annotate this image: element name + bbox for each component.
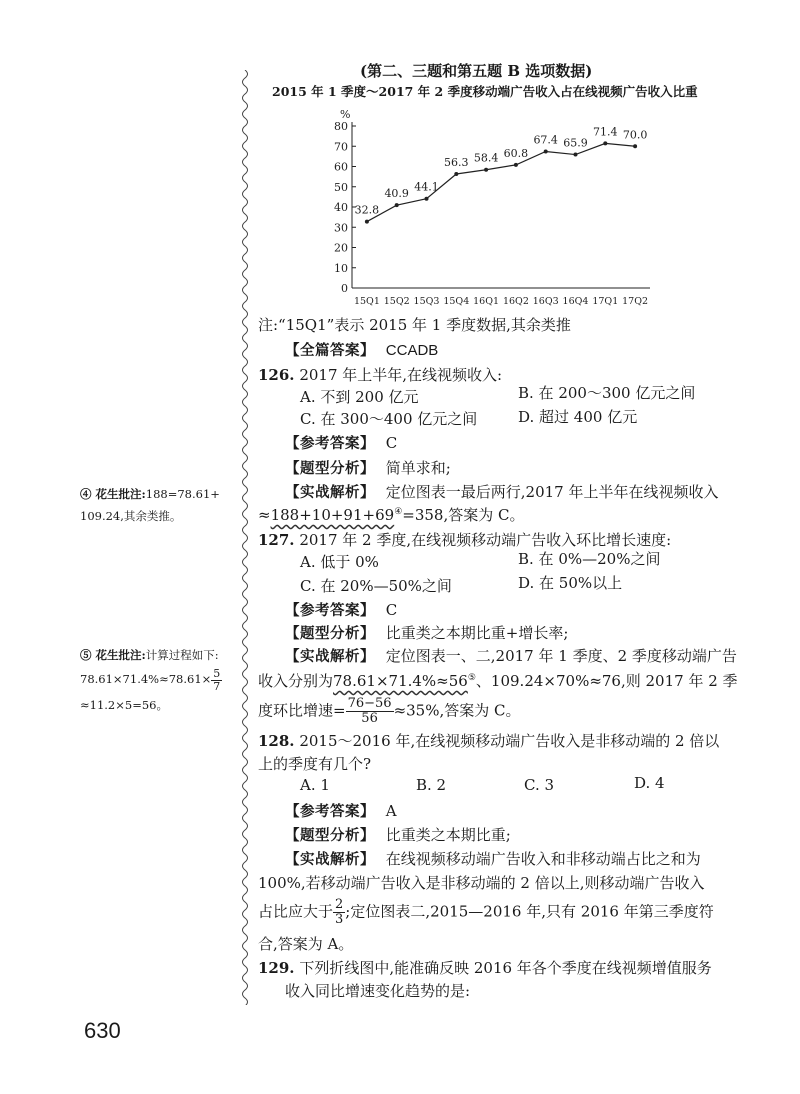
- data-label: 65.9: [563, 136, 588, 150]
- data-point: [484, 168, 488, 172]
- data-label: 67.4: [533, 133, 558, 147]
- q126-answer-value: C: [385, 434, 398, 452]
- q127-solution-line2: 收入分别为78.61×71.4%≈56⑤、109.24×70%≈76,则 2017 年 2 季: [258, 672, 738, 690]
- note5-label: ⑤ 花生批注:: [80, 648, 146, 662]
- y-tick-label: 30: [334, 221, 348, 235]
- data-label: 71.4: [593, 125, 618, 139]
- data-point: [574, 153, 578, 157]
- x-tick-label: 17Q2: [622, 296, 649, 307]
- y-unit-label: %: [340, 108, 351, 121]
- q128-stem-line2: 上的季度有几个?: [258, 755, 372, 773]
- data-label: 60.8: [503, 146, 529, 160]
- data-label: 70.0: [622, 128, 648, 142]
- note5-line3: ≈11.2×5=56。: [80, 697, 168, 712]
- q128-solution-line2: 100%,若移动端广告收入是非移动端的 2 倍以上,则移动端广告收入: [258, 874, 705, 892]
- data-point: [633, 144, 637, 148]
- margin-wavy-divider: [238, 70, 252, 1005]
- q128-type-label: 【题型分析】: [285, 827, 375, 844]
- q128-option-c: C. 3: [524, 776, 555, 794]
- data-point: [395, 203, 399, 207]
- line-chart: [326, 103, 656, 308]
- q128-solution-line1: [285, 848, 701, 869]
- chart-title: 2015 年 1 季度～2017 年 2 季度移动端广告收入占在线视频广告收入比重: [272, 84, 698, 99]
- q126-answer-label: 【参考答案】: [285, 435, 375, 452]
- q127-answer-label: 【参考答案】: [285, 602, 375, 619]
- note4-line2: 109.24,其余类推。: [80, 509, 182, 523]
- q127-stem: [258, 529, 671, 550]
- note4-line1: 188=78.61+: [145, 487, 220, 501]
- q127-answer-value: C: [385, 601, 398, 619]
- q126-stem: [258, 364, 502, 385]
- q127-wavy-calc: 78.61×71.4%≈56: [333, 672, 468, 690]
- data-label: 58.4: [473, 151, 499, 165]
- q126-option-c: C. 在 300～400 亿元之间: [300, 410, 478, 428]
- q128-solution-line3: 占比应大于 $\frac{2}{3}$ ;定位图表二,2015—2016 年,只有 2016 年第三季度符: [258, 897, 714, 927]
- q129-stem-text1: 下列折线图中,能准确反映 2016 年各个季度在线视频增值服务: [299, 959, 712, 977]
- q127-solution-line3: 度环比增速= $\frac{76-56}{56}$ ≈35%,答案为 C。: [258, 696, 521, 726]
- q128-number: 128.: [258, 732, 295, 750]
- q128-solution-line4: 合,答案为 A。: [258, 935, 354, 953]
- y-tick-label: 50: [334, 180, 348, 194]
- q128-solution-text1: 在线视频移动端广告收入和非移动端占比之和为: [385, 850, 701, 868]
- q126-solution-label: 【实战解析】: [285, 484, 375, 501]
- q126-stem-text: 2017 年上半年,在线视频收入:: [299, 366, 503, 384]
- data-label: 40.9: [384, 187, 409, 201]
- q128-type: [285, 824, 511, 845]
- q127-fraction: $\frac{76-56}{56}$: [347, 696, 392, 726]
- q128-stem-text1: 2015～2016 年,在线视频移动端广告收入是非移动端的 2 倍以: [299, 732, 720, 750]
- q126-answer: [285, 432, 397, 453]
- q129-stem-line2: 收入同比增速变化趋势的是:: [285, 982, 471, 1000]
- q128-answer: [285, 800, 397, 821]
- q128-option-b: B. 2: [416, 776, 447, 794]
- data-point: [603, 141, 607, 145]
- note-ref-5: ⑤: [467, 673, 476, 683]
- q127-type-label: 【题型分析】: [285, 625, 375, 642]
- y-tick-label: 70: [334, 140, 348, 154]
- q126-option-d: D. 超过 400 亿元: [518, 408, 638, 426]
- q129-number: 129.: [258, 959, 295, 977]
- q126-type: [285, 457, 451, 478]
- q128-option-d: D. 4: [634, 774, 665, 792]
- x-tick-label: 16Q3: [532, 296, 559, 307]
- x-tick-label: 15Q2: [383, 296, 410, 307]
- q127-option-d: D. 在 50%以上: [518, 574, 623, 592]
- q126-solution-line2: ≈188+10+91+69④=358,答案为 C。: [258, 506, 525, 524]
- q126-wavy-calc: 188+10+91+69: [270, 506, 395, 524]
- q127-option-c: C. 在 20%—50%之间: [300, 577, 452, 595]
- q127-solution-text1: 定位图表一、二,2017 年 1 季度、2 季度移动端广告: [385, 647, 737, 665]
- q126-option-b: B. 在 200～300 亿元之间: [518, 384, 696, 402]
- y-tick-label: 20: [334, 241, 348, 255]
- section-header: (第二、三题和第五题 B 选项数据): [360, 62, 593, 80]
- x-tick-label: 16Q4: [562, 296, 589, 307]
- chart-note: 注:“15Q1”表示 2015 年 1 季度数据,其余类推: [258, 316, 571, 334]
- note5-line2: 78.61×71.4%≈78.61×: [80, 672, 212, 686]
- q128-stem-line1: [258, 730, 719, 751]
- x-tick-label: 16Q2: [502, 296, 529, 307]
- q126-solution-line1: [285, 481, 719, 502]
- q126-option-a: A. 不到 200 亿元: [300, 388, 419, 406]
- q128-solution-label: 【实战解析】: [285, 851, 375, 868]
- q128-answer-label: 【参考答案】: [285, 803, 375, 820]
- x-tick-label: 15Q4: [443, 296, 470, 307]
- data-point: [365, 220, 369, 224]
- series-line: [367, 143, 635, 221]
- note5-line1: 计算过程如下:: [145, 648, 219, 662]
- margin-note-5: [80, 643, 222, 717]
- data-label: 32.8: [354, 203, 380, 217]
- data-label: 44.1: [414, 180, 439, 194]
- q129-stem-line1: [258, 957, 712, 978]
- q128-fraction: $\frac{2}{3}$: [335, 897, 344, 927]
- x-tick-label: 17Q1: [592, 296, 619, 307]
- q127-type: [285, 622, 568, 643]
- q126-type-label: 【题型分析】: [285, 460, 375, 477]
- note4-label: ④ 花生批注:: [80, 487, 146, 501]
- y-tick-label: 10: [334, 261, 348, 275]
- q127-answer: [285, 599, 397, 620]
- page-number: 630: [84, 1018, 121, 1043]
- data-point: [454, 172, 458, 176]
- data-point: [425, 197, 429, 201]
- y-tick-label: 80: [334, 120, 348, 133]
- q127-stem-text: 2017 年 2 季度,在线视频移动端广告收入环比增长速度:: [299, 531, 672, 549]
- q127-option-a: A. 低于 0%: [300, 553, 379, 571]
- q126-solution-text1: 定位图表一最后两行,2017 年上半年在线视频收入: [385, 483, 719, 501]
- x-tick-label: 16Q1: [473, 296, 500, 307]
- q127-option-b: B. 在 0%—20%之间: [518, 550, 661, 568]
- full-answer-label: 【全篇答案】: [285, 342, 375, 359]
- data-label: 56.3: [444, 155, 469, 169]
- q127-solution-line1: [285, 645, 737, 666]
- q127-number: 127.: [258, 531, 295, 549]
- q128-type-text: 比重类之本期比重;: [385, 826, 511, 844]
- data-point: [514, 163, 518, 167]
- x-tick-label: 15Q1: [353, 296, 380, 307]
- y-tick-label: 60: [334, 160, 348, 174]
- y-tick-label: 0: [341, 282, 348, 295]
- q126-type-text: 简单求和;: [385, 459, 451, 477]
- note-ref-4: ④: [394, 507, 403, 517]
- q126-number: 126.: [258, 366, 295, 384]
- q128-option-a: A. 1: [300, 776, 330, 794]
- q127-type-text: 比重类之本期比重+增长率;: [385, 624, 569, 642]
- q128-answer-value: A: [385, 802, 397, 820]
- full-answer: [285, 339, 438, 360]
- q127-solution-label: 【实战解析】: [285, 648, 375, 665]
- data-point: [544, 150, 548, 154]
- full-answer-value: CCADB: [385, 342, 439, 359]
- margin-note-4: [80, 483, 220, 527]
- y-tick-label: 40: [334, 201, 348, 214]
- note5-fraction: $\frac{5}{7}$: [213, 666, 221, 693]
- x-tick-label: 15Q3: [413, 296, 440, 307]
